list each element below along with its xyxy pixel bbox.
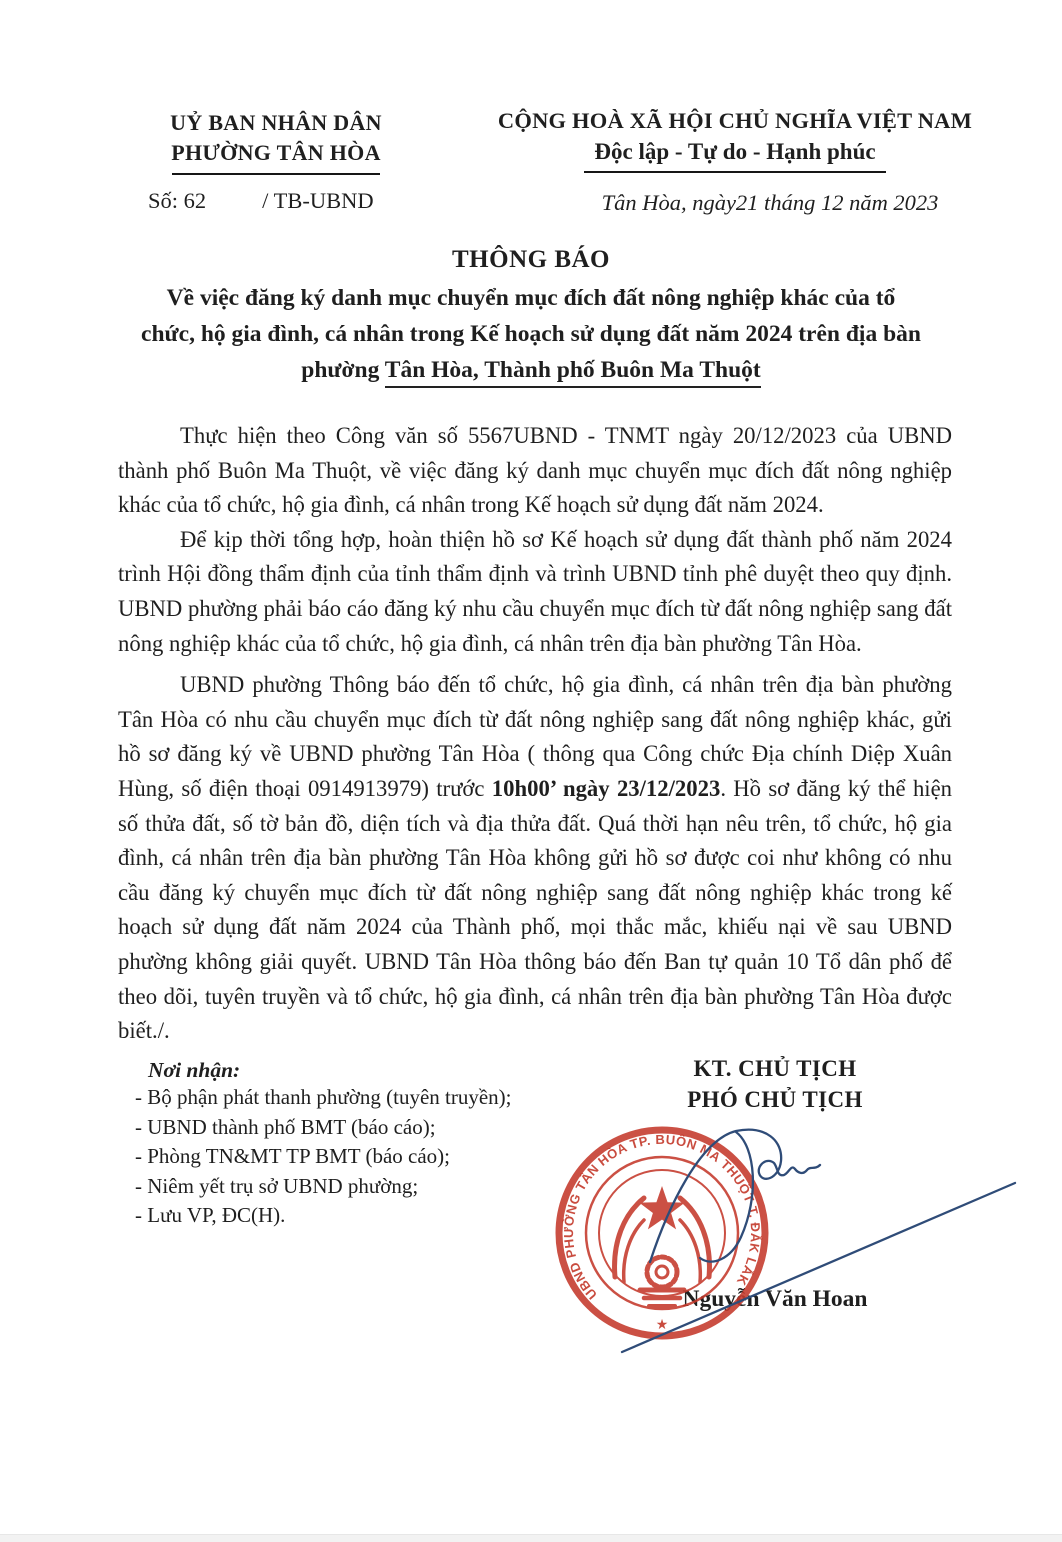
letter-body [118,419,952,1049]
national-header [440,108,1030,173]
subtitle-line-3-prefix: phường [301,357,385,383]
body-paragraph-1: Thực hiện theo Công văn số 5567UBND - TNMT ngày 20/12/2023 của UBND thành phố Buôn Ma Thuột, về việc đăng ký danh mục chuyển mục đích đất nông nghiệp khác của tổ chức, hộ gia đình, cá nhân trong Kế hoạch sử dụng đất năm 2024. [118,423,952,518]
deadline-bold-text: 10h00’ ngày 23/12/2023 [491,775,721,801]
letterhead-issuer [128,110,424,175]
body-paragraph-3 [118,668,952,1049]
document-number [148,188,374,214]
stamp-bottom-star-icon: ★ [655,1318,669,1333]
notice-subtitle [0,280,1062,388]
document-number-value: Số: 62 [148,188,207,213]
issuer-name-line2: PHƯỜNG TÂN HÒA [171,140,381,165]
place-dateline: Tân Hòa, ngày21 tháng 12 năm 2023 [601,190,939,215]
notice-title-block [0,246,1062,388]
subtitle-line-3-underlined: Tân Hòa, Thành phố Buôn Ma Thuột [385,357,761,388]
signature-ink-icon [540,1085,1040,1375]
issuer-underline [172,173,380,175]
subtitle-line-3 [0,352,1062,388]
recipient-item: - Niêm yết trụ sở UBND phường; [135,1173,419,1198]
national-motto: Độc lập - Tự do - Hạnh phúc [594,139,876,164]
recipient-item: - Bộ phận phát thanh phường (tuyên truyền); [135,1085,512,1109]
signatory-kt-line: KT. CHỦ TỊCH [693,1056,857,1081]
signatory-position: PHÓ CHỦ TỊCH [687,1087,863,1112]
signatory-name: Nguyễn Văn Hoan [682,1286,868,1312]
national-title: CỘNG HOÀ XÃ HỘI CHỦ NGHĨA VIỆT NAM [497,108,973,133]
motto-underline [584,171,886,173]
paragraph-3-text: UBND phường Thông báo đến tổ chức, hộ gia đình, cá nhân trên địa bàn phường Tân Hòa có nhu cầu chuyển mục đích từ đất nông nghiệp sang đất nông nghiệp khác, gửi hồ sơ đăng ký về UBND phường Tân Hòa ( thông qua Công chức Địa chính Diệp Xuân Hùng, số điện thoại 0914913979) trước [118,672,952,801]
stamp-ring-text: UBND PHƯỜNG TÂN HÒA TP. BUÔN MA THUỘT T. ĐẮK LẮK [560,1131,764,1303]
body-paragraph-2: Để kịp thời tổng hợp, hoàn thiện hồ sơ Kế hoạch sử dụng đất thành phố năm 2024 trình Hội đồng thẩm định của tỉnh thẩm định và trình UBND tỉnh phê duyệt theo quy định. UBND phường phải báo cáo đăng ký nhu cầu chuyển mục đích từ đất nông nghiệp sang đất nông nghiệp khác của tổ chức, hộ gia đình, cá nhân trên địa bàn phường Tân Hòa. [118,526,952,656]
recipient-item: - Lưu VP, ĐC(H). [135,1203,286,1227]
subtitle-line-1: Về việc đăng ký danh mục chuyển mục đích đất nông nghiệp khác của tổ [166,285,896,311]
subtitle-line-2: chức, hộ gia đình, cá nhân trong Kế hoạch sử dụng đất năm 2024 trên địa bàn [141,321,921,347]
recipient-item: - Phòng TN&MT TP BMT (báo cáo); [135,1144,450,1168]
notice-heading: THÔNG BÁO [452,246,610,273]
signature-ink [540,1085,1040,1375]
recipients-label: Nơi nhận: [148,1058,241,1082]
recipients-section [135,1058,565,1231]
document-number-suffix: / TB-UBND [262,188,374,213]
recipient-item: - UBND thành phố BMT (báo cáo); [135,1114,436,1139]
paragraph-3-text-continued: . Hồ sơ đăng ký thể hiện số thửa đất, số tờ bản đồ, diện tích và địa thửa đất. Quá thời hạn nêu trên, tổ chức, hộ gia đình, cá nhân trên địa bàn phường Tân Hòa không gửi hồ sơ được coi như không có nhu cầu đăng ký chuyển mục đích từ đất nông nghiệp sang đất nông nghiệp khác trong kế hoạch sử dụng đất năm 2024 của Thành phố, mọi thắc mắc, khiếu nại về sau UBND phường không giải quyết. UBND Tân Hòa thông báo đến Ban tự quản 10 Tổ dân phố để theo dõi, tuyên truyền và tổ chức, hộ gia đình, cá nhân trên địa bàn phường Tân Hòa được biết./. [118,775,952,1044]
issuer-name-line1: UỶ BAN NHÂN DÂN [170,110,382,135]
page-bottom-edge [0,1534,1062,1542]
